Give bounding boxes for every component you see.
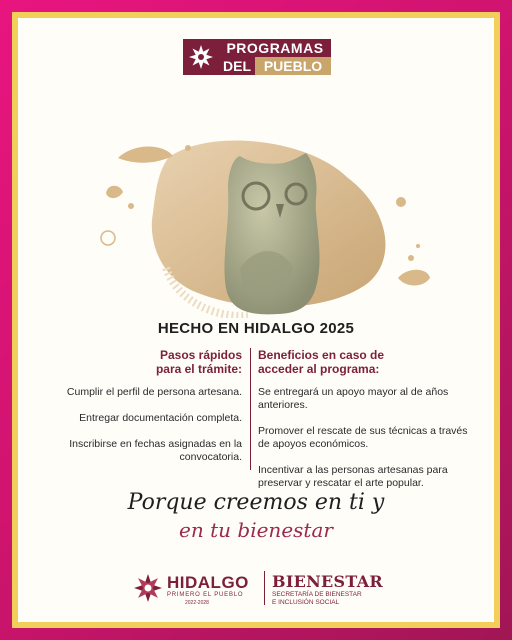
poster-card — [18, 18, 494, 622]
secretaria-text — [272, 591, 362, 606]
benefit-item: Incentivar a las personas artesanas para preservar y rescatar el arte popular. — [258, 464, 448, 489]
step-item: Entregar documentación completa. — [79, 412, 242, 424]
footer-logos — [133, 571, 383, 607]
bienestar-wordmark: BIENESTAR — [272, 572, 384, 591]
logo-line2 — [219, 57, 331, 75]
step-item: Cumplir el perfil de persona artesana. — [66, 386, 242, 398]
logo-line2a: DEL — [219, 57, 255, 75]
steps-title — [36, 348, 242, 376]
benefits-title-line2: acceder al programa: — [258, 362, 380, 376]
benefit-item: Promover el rescate de sus técnicas a través de apoyos económicos. — [258, 425, 468, 450]
secretaria-line2: E INCLUSIÓN SOCIAL — [272, 598, 340, 606]
step-item: Inscribirse en fechas asignadas en la convocatoria. — [69, 438, 242, 463]
owl-hero-illustration — [78, 118, 438, 318]
benefits-column — [258, 348, 473, 503]
logo-line1: PROGRAMAS — [219, 39, 331, 57]
footer-divider — [264, 571, 265, 605]
column-divider — [250, 348, 251, 470]
page-title: HECHO EN HIDALGO 2025 — [157, 320, 355, 337]
slogan-line1: Porque creemos en ti y — [127, 490, 385, 515]
hidalgo-wordmark: HIDALGO — [167, 573, 249, 592]
secretaria-line1: SECRETARÍA DE BIENESTAR — [272, 591, 362, 598]
programas-logo — [183, 39, 331, 75]
benefit-item: Se entregará un apoyo mayor al de años anteriores. — [258, 386, 449, 411]
hidalgo-tagline: PRIMERO EL PUEBLO — [167, 592, 244, 598]
steps-title-line2: para el trámite: — [155, 362, 242, 376]
slogan-line2: en tu bienestar — [179, 518, 333, 542]
logo-line2b: PUEBLO — [255, 57, 331, 75]
flower-star-icon — [183, 39, 219, 75]
steps-column — [36, 348, 242, 477]
steps-title-line1: Pasos rápidos — [159, 348, 242, 362]
benefits-title — [258, 348, 473, 376]
hidalgo-star-icon — [133, 573, 163, 608]
benefits-title-line1: Beneficios en caso de — [258, 348, 385, 362]
hidalgo-years: 2022-2028 — [185, 600, 209, 606]
